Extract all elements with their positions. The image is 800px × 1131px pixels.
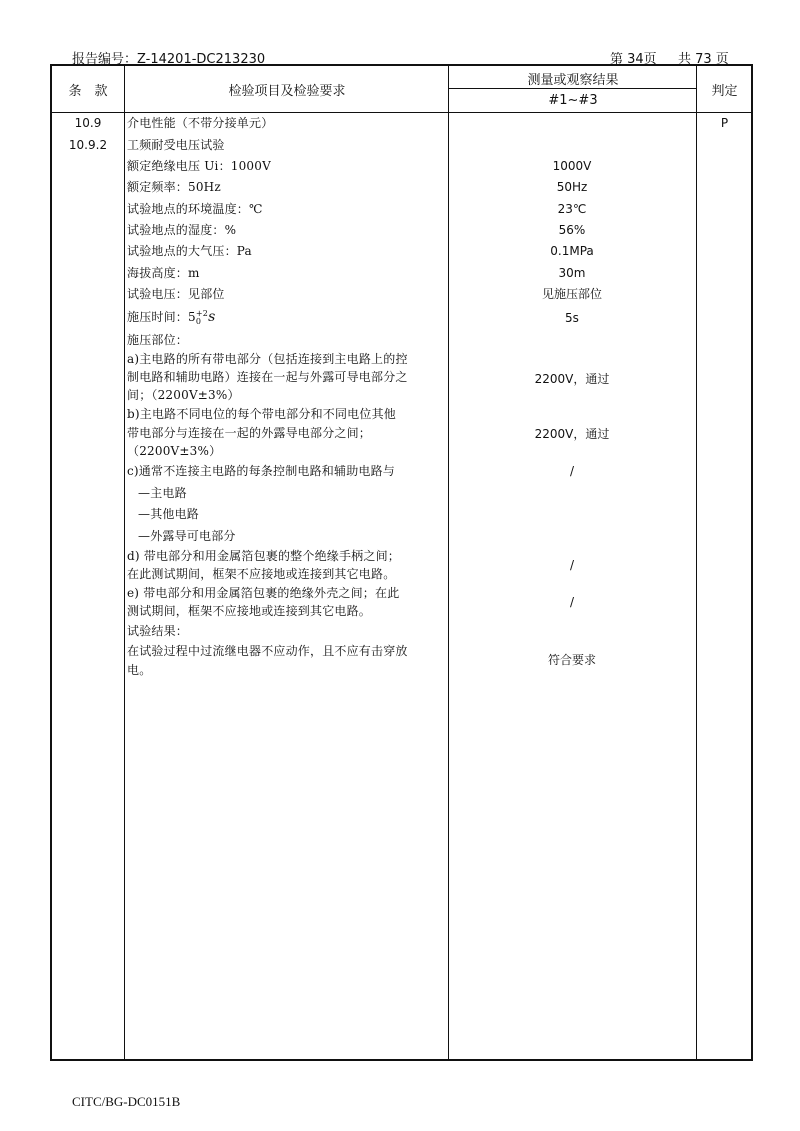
result-value: 2200V，通过 bbox=[534, 427, 610, 441]
item-line: 海拔高度：m bbox=[127, 266, 200, 280]
verdict: P bbox=[720, 116, 729, 130]
item-line: （2200V±3%） bbox=[127, 444, 222, 458]
clause-10-9: 10.9 bbox=[74, 116, 102, 130]
item-line: c)通常不连接主电路的每条控制电路和辅助电路与 bbox=[127, 464, 396, 478]
result-value: 符合要求 bbox=[547, 653, 596, 667]
item-line: a)主电路的所有带电部分（包括连接到主电路上的控 bbox=[127, 352, 408, 366]
report-number: 报告编号：Z-14201-DC213230 bbox=[72, 52, 266, 67]
result-value: / bbox=[569, 464, 575, 478]
result-value: 5s bbox=[565, 311, 579, 325]
item-line: —外露导可电部分 bbox=[138, 529, 236, 543]
time-formula: 5 +2 0 s bbox=[188, 308, 216, 326]
col-header-sample: #1~#3 bbox=[548, 93, 598, 108]
item-line: 电。 bbox=[127, 663, 152, 677]
item-line: 试验地点的环境温度：℃ bbox=[127, 202, 263, 216]
item-line: —其他电路 bbox=[138, 507, 200, 521]
item-line: 介电性能（不带分接单元） bbox=[127, 116, 274, 130]
clause-10-9-2: 10.9.2 bbox=[68, 138, 108, 152]
item-line: 试验电压：见部位 bbox=[127, 287, 225, 301]
col-header-item: 检验项目及检验要求 bbox=[228, 84, 346, 99]
item-line: 试验地点的湿度：% bbox=[127, 223, 237, 237]
item-line: d) 带电部分和用金属箔包裹的整个绝缘手柄之间； bbox=[127, 549, 400, 563]
time-label: 施压时间： bbox=[127, 310, 189, 324]
result-value: 30m bbox=[558, 266, 586, 280]
result-value: 1000V bbox=[552, 159, 592, 173]
divider-clause bbox=[124, 64, 125, 1061]
item-line: 试验地点的大气压：Pa bbox=[127, 244, 252, 258]
item-line: b)主电路不同电位的每个带电部分和不同电位其他 bbox=[127, 407, 396, 421]
col-header-result: 测量或观察结果 bbox=[527, 73, 619, 88]
item-line: 试验结果： bbox=[127, 624, 189, 638]
item-line: 制电路和辅助电路）连接在一起与外露可导电部分之 bbox=[127, 370, 408, 384]
col-header-clause: 条 款 bbox=[68, 84, 108, 99]
item-line: 在试验过程中过流继电器不应动作，且不应有击穿放 bbox=[127, 644, 408, 658]
result-value: / bbox=[569, 595, 575, 609]
col-header-verdict: 判定 bbox=[711, 84, 738, 99]
result-value: 2200V，通过 bbox=[534, 372, 610, 386]
item-line bbox=[127, 308, 215, 326]
divider-header bbox=[50, 112, 753, 113]
result-value: 0.1MPa bbox=[550, 244, 594, 258]
item-line: e) 带电部分和用金属箔包裹的绝缘外壳之间；在此 bbox=[127, 586, 400, 600]
result-value: 23℃ bbox=[557, 202, 587, 216]
item-line: —主电路 bbox=[138, 486, 187, 500]
result-value: 56% bbox=[558, 223, 586, 237]
divider-result bbox=[696, 64, 697, 1061]
item-line: 在此测试期间，框架不应接地或连接到其它电路。 bbox=[127, 567, 396, 581]
item-line: 间；（2200V±3%） bbox=[127, 388, 240, 402]
divider-sample bbox=[448, 88, 696, 89]
item-line: 带电部分与连接在一起的外露导电部分之间； bbox=[127, 426, 372, 440]
total-pages: 共 73 页 bbox=[678, 52, 729, 67]
divider-item bbox=[448, 64, 449, 1061]
item-line: 测试期间，框架不应接地或连接到其它电路。 bbox=[127, 604, 372, 618]
page-number: 第 34页 bbox=[610, 52, 657, 67]
item-line: 额定频率：50Hz bbox=[127, 180, 221, 194]
item-line: 额定绝缘电压 Ui：1000V bbox=[127, 159, 271, 173]
result-value: 见施压部位 bbox=[541, 287, 602, 301]
result-value: / bbox=[569, 558, 575, 572]
item-line: 施压部位： bbox=[127, 333, 189, 347]
form-code: CITC/BG-DC0151B bbox=[72, 1094, 181, 1109]
item-line: 工频耐受电压试验 bbox=[127, 138, 225, 152]
result-value: 50Hz bbox=[556, 180, 588, 194]
